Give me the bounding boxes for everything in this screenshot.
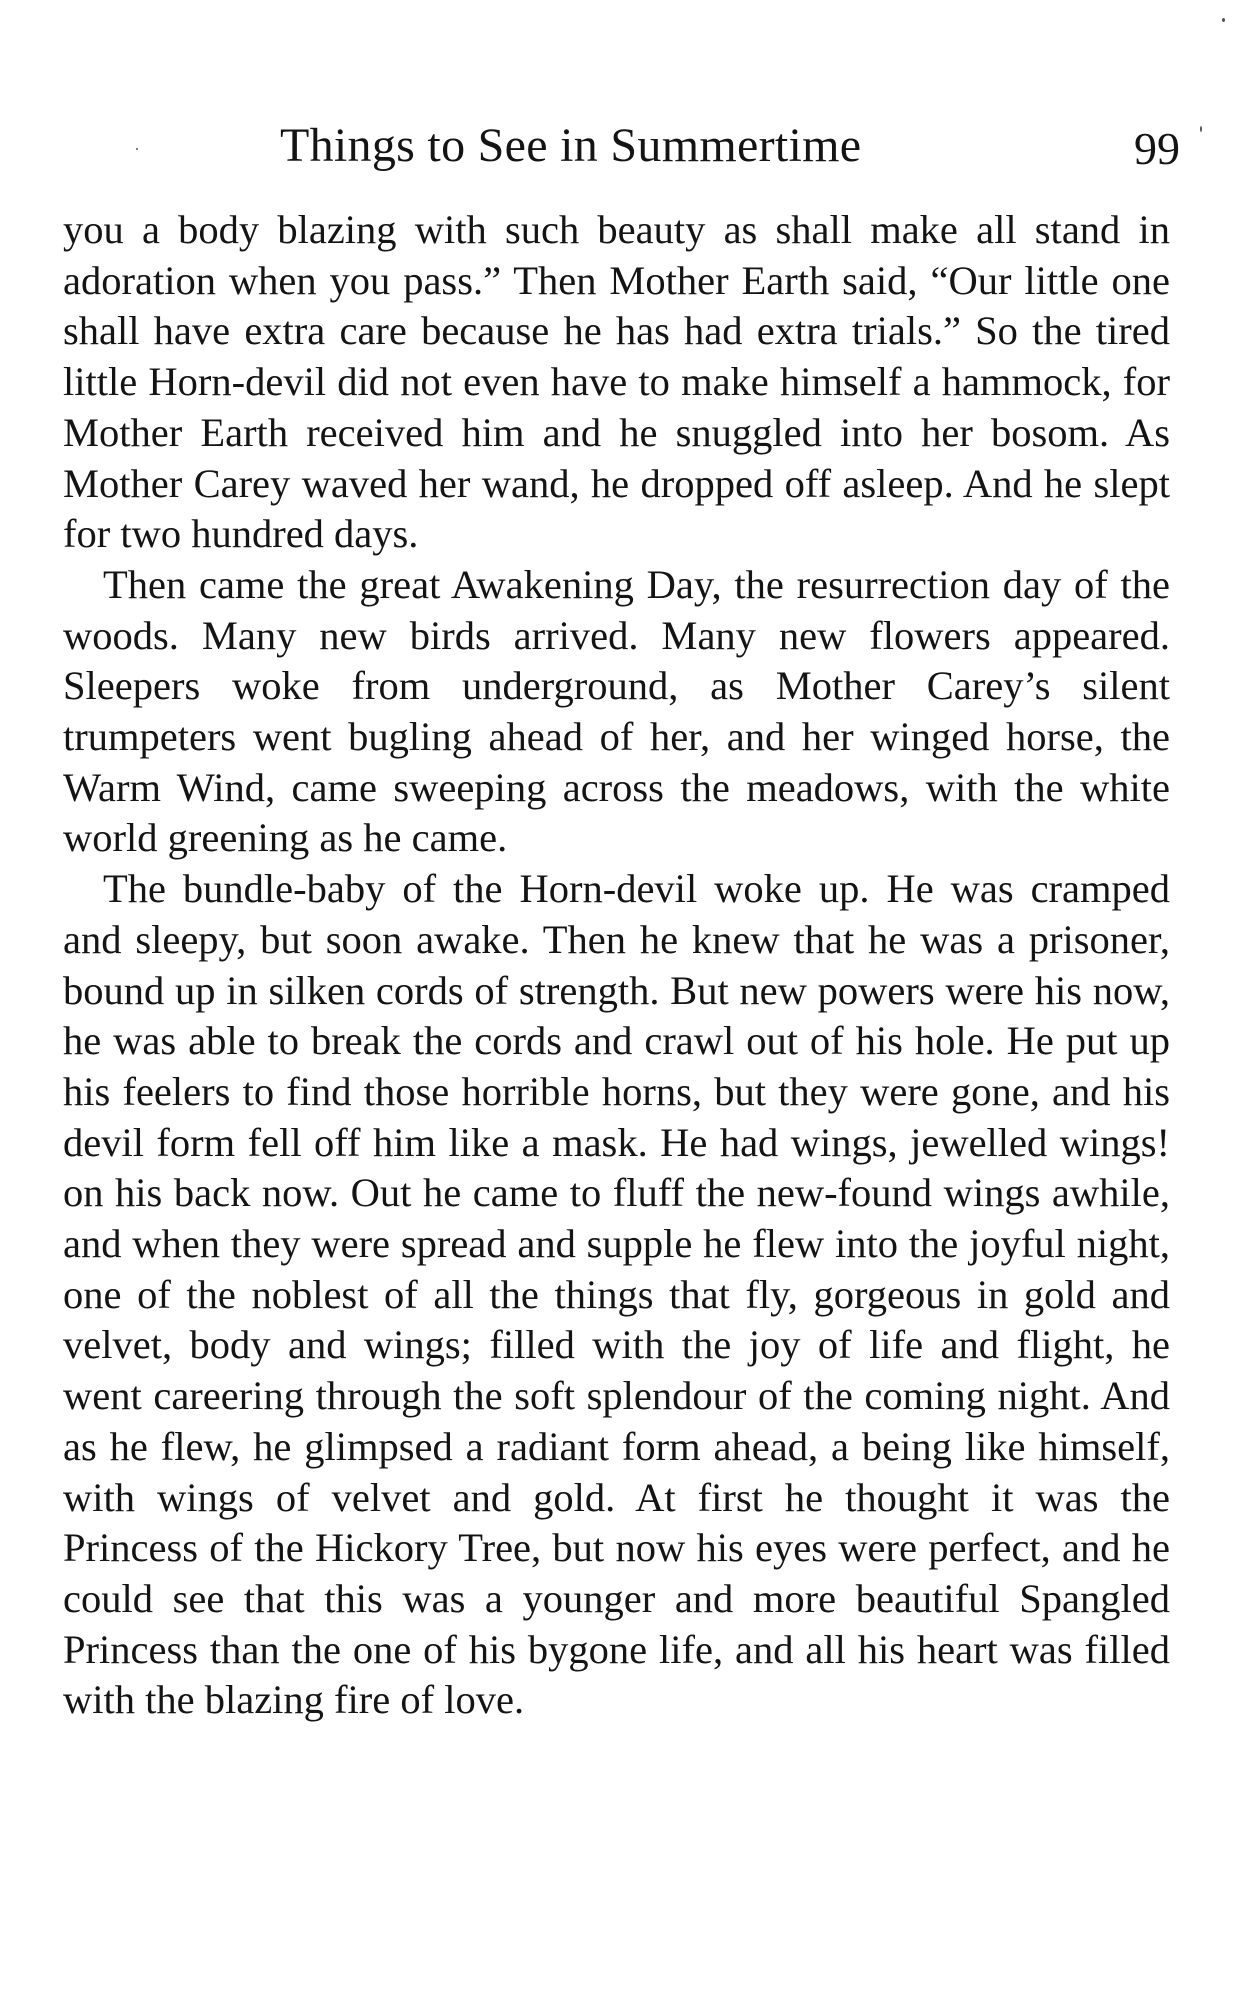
ink-speck: [1222, 18, 1225, 22]
ink-speck: [136, 148, 138, 150]
ink-speck: [1200, 126, 1202, 132]
paragraph-1: you a body blazing with such beauty as shall make all stand in adoration when you pass.” Then Mother Earth said, “Our little one shall have extra care because he has had extra trials.” So the tired little Horn-devil did not even have to make himself a hammock, for Mother Earth received him and he snuggled into her bosom. As Mother Carey waved her wand, he dropped off asleep. And he slept for two hundred days.: [63, 207, 1170, 557]
running-title: Things to See in Summertime: [280, 119, 862, 172]
page-number: 99: [1134, 123, 1180, 174]
paragraph-3: The bundle-baby of the Horn-devil woke up. He was cramped and sleepy, but soon awake. Then he knew that he was a prisoner, bound up in silken cords of strength. But new powers were his now, he was able to break the cords and crawl out of his hole. He put up his feelers to find those horrible horns, but they were gone, and his devil form fell off him like a mask. He had wings, jewelled wings! on his back now. Out he came to fluff the new-found wings awhile, and when they were spread and supple he flew into the joyful night, one of the noblest of all the things that fly, gorgeous in gold and velvet, body and wings; filled with the joy of life and flight, he went careering through the soft splendour of the coming night. And as he flew, he glimpsed a radiant form ahead, a being like himself, with wings of velvet and gold. At first he thought it was the Princess of the Hickory Tree, but now his eyes were perfect, and he could see that this was a younger and more beautiful Spangled Princess than the one of his bygone life, and all his heart was filled with the blazing fire of love.: [63, 866, 1170, 1723]
running-head: [60, 118, 1180, 178]
body-text: [63, 205, 1170, 1726]
paragraph-2: Then came the great Awakening Day, the resurrection day of the woods. Many new birds arrived. Many new flowers appeared. Sleepers woke from underground, as Mother Carey’s silent trumpeters went bugling ahead of her, and her winged horse, the Warm Wind, came sweeping across the meadows, with the white world greening as he came.: [63, 561, 1170, 861]
